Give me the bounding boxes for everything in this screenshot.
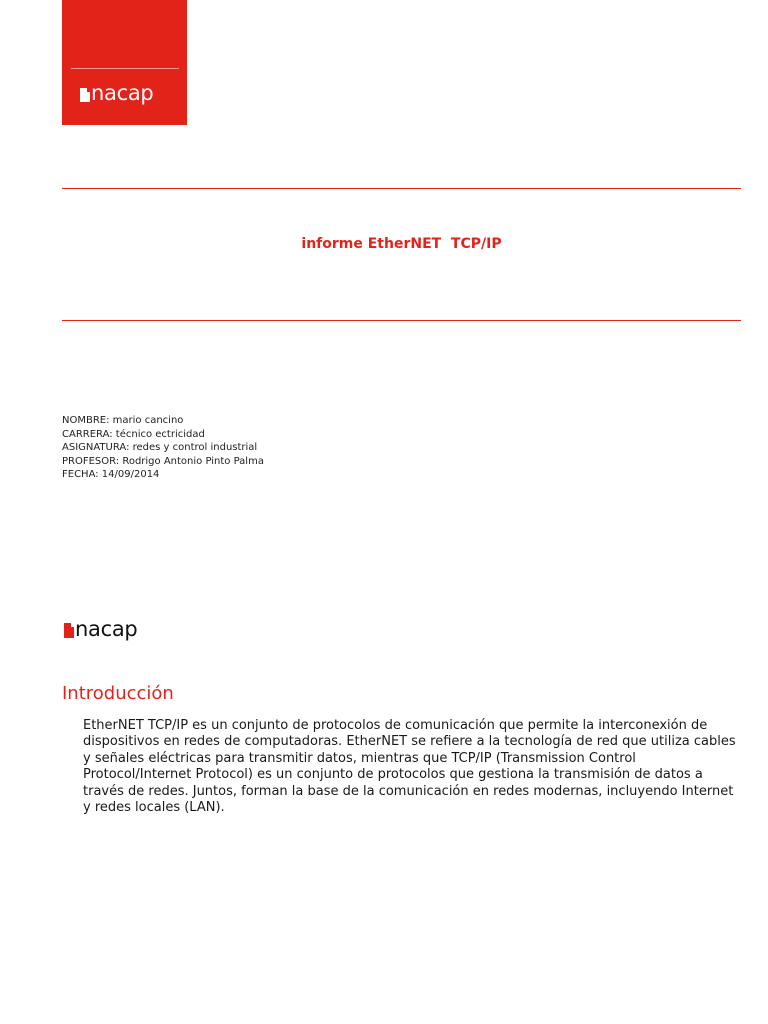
title-bottom-rule <box>62 320 741 321</box>
title-top-rule <box>62 188 741 189</box>
info-fecha: FECHA: 14/09/2014 <box>62 469 160 480</box>
student-info <box>62 414 264 482</box>
inacap-logo-page2 <box>64 619 137 640</box>
info-asignatura: ASIGNATURA: redes y control industrial <box>62 442 258 453</box>
document-title: informe EtherNET TCP/IP <box>301 236 502 252</box>
info-profesor: PROFESOR: Rodrigo Antonio Pinto Palma <box>62 455 264 467</box>
inacap-logo-mark-icon <box>80 88 90 102</box>
info-nombre: NOMBRE: mario cancino <box>62 415 184 426</box>
inacap-logo-block <box>62 0 187 125</box>
logo-text-page2: nacap <box>75 617 138 641</box>
logo-divider <box>71 68 179 69</box>
info-carrera: CARRERA: técnico ectricidad <box>62 428 205 440</box>
intro-paragraph: EtherNET TCP/IP es un conjunto de protocolos de comunicación que permite la interconexión de dispositivos en redes de computadoras. EtherNET se refiere a la tecnología de red que utiliza cables y señales eléctricas para transmitir datos, mientras que TCP/IP (Transmission Control Protocol/Internet Protocol) es un conjunto de protocolos que gestiona la transmisión de datos a través de redes. Juntos, forman la base de la comunicación en redes modernas, incluyendo Internet y redes locales (LAN). <box>83 718 736 816</box>
logo-text: nacap <box>91 81 154 105</box>
section-heading-introduccion: Introducción <box>62 683 174 704</box>
inacap-logo <box>80 83 153 104</box>
inacap-logo-mark-icon <box>64 623 74 638</box>
